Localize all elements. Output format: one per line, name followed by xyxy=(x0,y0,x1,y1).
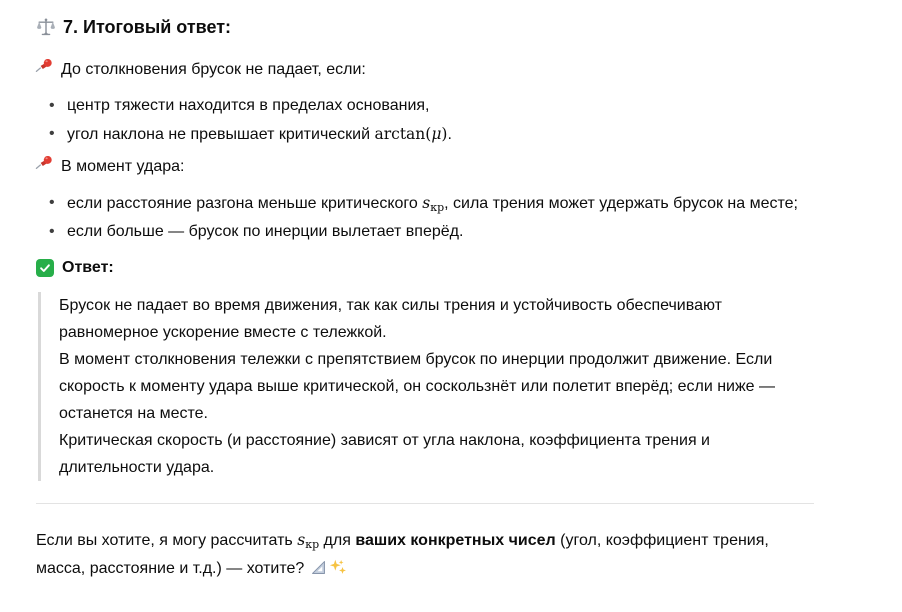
impact-label: В момент удара: xyxy=(61,158,185,175)
bullet-text: центр тяжести находится в пределах основания, xyxy=(67,97,430,114)
pushpin-icon xyxy=(36,153,54,171)
footer-text: Если вы хотите, я могу рассчитать xyxy=(36,532,298,549)
math-s-kr: $s_{кр}$ xyxy=(422,194,445,214)
before-collision-label: До столкновения брусок не падает, если: xyxy=(61,61,366,78)
bullet-text: если расстояние разгона меньше критического xyxy=(67,195,423,212)
check-mark-icon xyxy=(36,259,54,277)
math-s-kr: $s_{кр}$ xyxy=(297,531,320,551)
sparkles-icon xyxy=(329,558,347,576)
footer-text: для xyxy=(319,532,356,549)
bullet-text: угол наклона не превышает критический xyxy=(67,126,375,143)
triangular-ruler-icon xyxy=(310,559,327,576)
answer-label-text: Ответ: xyxy=(62,259,114,276)
impact-lead xyxy=(36,153,814,181)
heading-text: 7. Итоговый ответ: xyxy=(63,17,232,37)
footer-text: (угол, коэффициент трения, масса, расстояние и т.д.) — хотите? xyxy=(36,532,769,577)
quote-line: Брусок не падает во время движения, так как силы трения и устойчивость обеспечивают равномерное ускорение вместе с тележкой. xyxy=(59,297,722,341)
list-item xyxy=(36,120,814,149)
answer-label xyxy=(36,254,814,282)
before-collision-lead xyxy=(36,56,814,84)
pushpin-icon xyxy=(36,56,54,74)
bullet-text: , сила трения может удержать брусок на месте; xyxy=(444,195,798,212)
follow-up-question xyxy=(36,526,814,583)
answer-quote xyxy=(38,292,814,481)
section-heading xyxy=(36,14,814,40)
list-item xyxy=(36,92,814,120)
math-arctan-mu: arctan(μ) xyxy=(374,125,448,143)
bullet-text: . xyxy=(447,126,452,143)
divider xyxy=(36,503,814,504)
before-collision-list xyxy=(36,92,814,149)
quote-line: Критическая скорость (и расстояние) зависят от угла наклона, коэффициента трения и длительности удара. xyxy=(59,432,710,476)
list-item xyxy=(36,189,814,218)
list-item xyxy=(36,218,814,246)
balance-scale-icon xyxy=(36,17,56,37)
impact-list xyxy=(36,189,814,246)
quote-line: В момент столкновения тележки с препятствием брусок по инерции продолжит движение. Если скорость к моменту удара выше критической, он соскользнёт или полетит вперёд; если ниже — останется на месте. xyxy=(59,351,776,422)
bullet-text: если больше — брусок по инерции вылетает вперёд. xyxy=(67,223,464,240)
footer-bold-text: ваших конкретных чисел xyxy=(355,532,556,549)
